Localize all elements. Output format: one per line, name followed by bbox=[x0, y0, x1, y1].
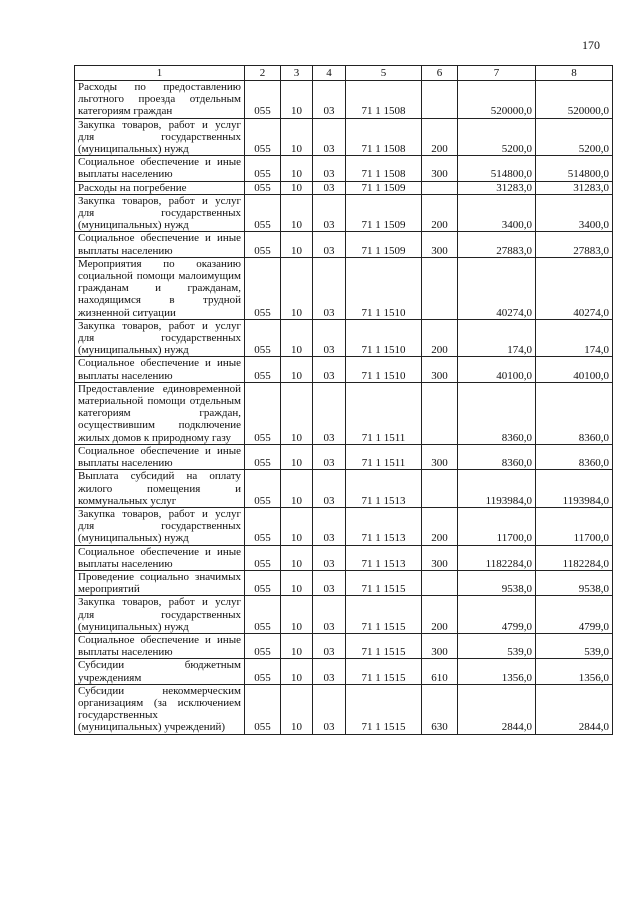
amount-col-8: 40100,0 bbox=[536, 357, 613, 382]
section-code: 10 bbox=[281, 194, 313, 232]
amount-col-8: 174,0 bbox=[536, 319, 613, 357]
row-description: Социальное обеспечение и иные выплаты населению bbox=[75, 545, 245, 570]
section-code: 10 bbox=[281, 444, 313, 469]
amount-col-7: 8360,0 bbox=[458, 444, 536, 469]
subsection-code: 03 bbox=[313, 684, 346, 734]
expense-type-code: 200 bbox=[422, 194, 458, 232]
amount-col-7: 9538,0 bbox=[458, 570, 536, 595]
amount-col-7: 1193984,0 bbox=[458, 470, 536, 508]
amount-col-8: 539,0 bbox=[536, 633, 613, 658]
section-code: 10 bbox=[281, 181, 313, 194]
amount-col-8: 9538,0 bbox=[536, 570, 613, 595]
section-code: 10 bbox=[281, 596, 313, 634]
admin-code: 055 bbox=[245, 684, 281, 734]
subsection-code: 03 bbox=[313, 319, 346, 357]
row-description: Выплата субсидий на оплату жилого помещения и коммунальных услуг bbox=[75, 470, 245, 508]
subsection-code: 03 bbox=[313, 596, 346, 634]
subsection-code: 03 bbox=[313, 659, 346, 684]
row-description: Социальное обеспечение и иные выплаты населению bbox=[75, 156, 245, 181]
amount-col-8: 520000,0 bbox=[536, 81, 613, 119]
row-description: Мероприятия по оказанию социальной помощи малоимущим гражданам и гражданам, находящимся в трудной жизненной ситуации bbox=[75, 257, 245, 319]
row-description: Социальное обеспечение и иные выплаты населению bbox=[75, 357, 245, 382]
target-article-code: 71 1 1509 bbox=[346, 181, 422, 194]
expense-type-code bbox=[422, 257, 458, 319]
expense-type-code: 630 bbox=[422, 684, 458, 734]
table-row bbox=[75, 319, 613, 357]
row-description: Социальное обеспечение и иные выплаты населению bbox=[75, 444, 245, 469]
section-code: 10 bbox=[281, 232, 313, 257]
row-description: Закупка товаров, работ и услуг для государственных (муниципальных) нужд bbox=[75, 596, 245, 634]
section-code: 10 bbox=[281, 545, 313, 570]
header-col-8: 8 bbox=[536, 66, 613, 81]
amount-col-8: 5200,0 bbox=[536, 118, 613, 156]
row-description: Субсидии бюджетным учреждениям bbox=[75, 659, 245, 684]
table-body bbox=[75, 81, 613, 735]
subsection-code: 03 bbox=[313, 444, 346, 469]
amount-col-7: 2844,0 bbox=[458, 684, 536, 734]
amount-col-8: 1193984,0 bbox=[536, 470, 613, 508]
amount-col-8: 8360,0 bbox=[536, 444, 613, 469]
section-code: 10 bbox=[281, 659, 313, 684]
header-col-4: 4 bbox=[313, 66, 346, 81]
amount-col-8: 27883,0 bbox=[536, 232, 613, 257]
admin-code: 055 bbox=[245, 181, 281, 194]
subsection-code: 03 bbox=[313, 633, 346, 658]
row-description: Закупка товаров, работ и услуг для государственных (муниципальных) нужд bbox=[75, 507, 245, 545]
expense-type-code: 200 bbox=[422, 319, 458, 357]
table-row bbox=[75, 684, 613, 734]
row-description: Закупка товаров, работ и услуг для государственных (муниципальных) нужд bbox=[75, 194, 245, 232]
amount-col-8: 1356,0 bbox=[536, 659, 613, 684]
row-description: Субсидии некоммерческим организациям (за исключением государственных (муниципальных) учреждений) bbox=[75, 684, 245, 734]
row-description: Социальное обеспечение и иные выплаты населению bbox=[75, 633, 245, 658]
amount-col-8: 514800,0 bbox=[536, 156, 613, 181]
amount-col-7: 31283,0 bbox=[458, 181, 536, 194]
table-row bbox=[75, 118, 613, 156]
admin-code: 055 bbox=[245, 659, 281, 684]
table-row bbox=[75, 444, 613, 469]
table-row bbox=[75, 156, 613, 181]
admin-code: 055 bbox=[245, 470, 281, 508]
amount-col-8: 3400,0 bbox=[536, 194, 613, 232]
row-description: Социальное обеспечение и иные выплаты населению bbox=[75, 232, 245, 257]
amount-col-8: 2844,0 bbox=[536, 684, 613, 734]
target-article-code: 71 1 1515 bbox=[346, 596, 422, 634]
amount-col-7: 40100,0 bbox=[458, 357, 536, 382]
admin-code: 055 bbox=[245, 232, 281, 257]
subsection-code: 03 bbox=[313, 81, 346, 119]
admin-code: 055 bbox=[245, 507, 281, 545]
admin-code: 055 bbox=[245, 81, 281, 119]
table-row bbox=[75, 232, 613, 257]
row-description: Проведение социально значимых мероприятий bbox=[75, 570, 245, 595]
amount-col-8: 4799,0 bbox=[536, 596, 613, 634]
expense-type-code bbox=[422, 470, 458, 508]
header-col-3: 3 bbox=[281, 66, 313, 81]
section-code: 10 bbox=[281, 319, 313, 357]
expense-type-code bbox=[422, 570, 458, 595]
target-article-code: 71 1 1510 bbox=[346, 357, 422, 382]
subsection-code: 03 bbox=[313, 507, 346, 545]
header-col-1: 1 bbox=[75, 66, 245, 81]
admin-code: 055 bbox=[245, 319, 281, 357]
table-row bbox=[75, 382, 613, 444]
subsection-code: 03 bbox=[313, 232, 346, 257]
target-article-code: 71 1 1508 bbox=[346, 118, 422, 156]
target-article-code: 71 1 1511 bbox=[346, 382, 422, 444]
table-row bbox=[75, 570, 613, 595]
target-article-code: 71 1 1509 bbox=[346, 232, 422, 257]
section-code: 10 bbox=[281, 507, 313, 545]
header-col-5: 5 bbox=[346, 66, 422, 81]
expense-type-code bbox=[422, 181, 458, 194]
target-article-code: 71 1 1515 bbox=[346, 684, 422, 734]
expense-type-code: 300 bbox=[422, 156, 458, 181]
admin-code: 055 bbox=[245, 633, 281, 658]
page-number: 170 bbox=[582, 38, 600, 52]
subsection-code: 03 bbox=[313, 545, 346, 570]
amount-col-7: 520000,0 bbox=[458, 81, 536, 119]
table-row bbox=[75, 257, 613, 319]
amount-col-7: 8360,0 bbox=[458, 382, 536, 444]
target-article-code: 71 1 1515 bbox=[346, 570, 422, 595]
admin-code: 055 bbox=[245, 596, 281, 634]
admin-code: 055 bbox=[245, 156, 281, 181]
target-article-code: 71 1 1515 bbox=[346, 659, 422, 684]
section-code: 10 bbox=[281, 470, 313, 508]
section-code: 10 bbox=[281, 357, 313, 382]
row-description: Закупка товаров, работ и услуг для государственных (муниципальных) нужд bbox=[75, 319, 245, 357]
table-header-row bbox=[75, 66, 613, 81]
amount-col-7: 5200,0 bbox=[458, 118, 536, 156]
amount-col-7: 4799,0 bbox=[458, 596, 536, 634]
expense-type-code: 610 bbox=[422, 659, 458, 684]
expense-type-code bbox=[422, 81, 458, 119]
row-description: Расходы по предоставлению льготного проезда отдельным категориям граждан bbox=[75, 81, 245, 119]
expense-type-code: 200 bbox=[422, 507, 458, 545]
subsection-code: 03 bbox=[313, 194, 346, 232]
subsection-code: 03 bbox=[313, 470, 346, 508]
admin-code: 055 bbox=[245, 570, 281, 595]
amount-col-8: 11700,0 bbox=[536, 507, 613, 545]
expense-type-code: 300 bbox=[422, 633, 458, 658]
row-description: Расходы на погребение bbox=[75, 181, 245, 194]
target-article-code: 71 1 1510 bbox=[346, 319, 422, 357]
table-row bbox=[75, 81, 613, 119]
admin-code: 055 bbox=[245, 257, 281, 319]
amount-col-7: 539,0 bbox=[458, 633, 536, 658]
header-col-7: 7 bbox=[458, 66, 536, 81]
table-row bbox=[75, 507, 613, 545]
admin-code: 055 bbox=[245, 444, 281, 469]
section-code: 10 bbox=[281, 81, 313, 119]
table-row bbox=[75, 181, 613, 194]
amount-col-8: 40274,0 bbox=[536, 257, 613, 319]
subsection-code: 03 bbox=[313, 156, 346, 181]
target-article-code: 71 1 1513 bbox=[346, 545, 422, 570]
subsection-code: 03 bbox=[313, 181, 346, 194]
amount-col-7: 1356,0 bbox=[458, 659, 536, 684]
subsection-code: 03 bbox=[313, 118, 346, 156]
expense-type-code bbox=[422, 382, 458, 444]
section-code: 10 bbox=[281, 118, 313, 156]
target-article-code: 71 1 1508 bbox=[346, 81, 422, 119]
subsection-code: 03 bbox=[313, 382, 346, 444]
section-code: 10 bbox=[281, 382, 313, 444]
target-article-code: 71 1 1513 bbox=[346, 470, 422, 508]
amount-col-7: 514800,0 bbox=[458, 156, 536, 181]
target-article-code: 71 1 1508 bbox=[346, 156, 422, 181]
target-article-code: 71 1 1510 bbox=[346, 257, 422, 319]
row-description: Закупка товаров, работ и услуг для государственных (муниципальных) нужд bbox=[75, 118, 245, 156]
budget-table bbox=[74, 65, 613, 735]
target-article-code: 71 1 1515 bbox=[346, 633, 422, 658]
table-row bbox=[75, 470, 613, 508]
expense-type-code: 300 bbox=[422, 545, 458, 570]
target-article-code: 71 1 1513 bbox=[346, 507, 422, 545]
admin-code: 055 bbox=[245, 357, 281, 382]
admin-code: 055 bbox=[245, 545, 281, 570]
amount-col-7: 174,0 bbox=[458, 319, 536, 357]
header-col-6: 6 bbox=[422, 66, 458, 81]
expense-type-code: 300 bbox=[422, 357, 458, 382]
row-description: Предоставление единовременной материальной помощи отдельным категориям граждан, осуществившим подключение жилых домов к природному газу bbox=[75, 382, 245, 444]
amount-col-7: 27883,0 bbox=[458, 232, 536, 257]
table-row bbox=[75, 633, 613, 658]
amount-col-7: 11700,0 bbox=[458, 507, 536, 545]
section-code: 10 bbox=[281, 684, 313, 734]
section-code: 10 bbox=[281, 257, 313, 319]
target-article-code: 71 1 1509 bbox=[346, 194, 422, 232]
section-code: 10 bbox=[281, 156, 313, 181]
amount-col-7: 1182284,0 bbox=[458, 545, 536, 570]
admin-code: 055 bbox=[245, 194, 281, 232]
subsection-code: 03 bbox=[313, 257, 346, 319]
expense-type-code: 200 bbox=[422, 596, 458, 634]
expense-type-code: 200 bbox=[422, 118, 458, 156]
section-code: 10 bbox=[281, 570, 313, 595]
expense-type-code: 300 bbox=[422, 444, 458, 469]
section-code: 10 bbox=[281, 633, 313, 658]
expense-type-code: 300 bbox=[422, 232, 458, 257]
table-row bbox=[75, 194, 613, 232]
table-row bbox=[75, 659, 613, 684]
amount-col-8: 31283,0 bbox=[536, 181, 613, 194]
amount-col-8: 8360,0 bbox=[536, 382, 613, 444]
subsection-code: 03 bbox=[313, 357, 346, 382]
header-col-2: 2 bbox=[245, 66, 281, 81]
target-article-code: 71 1 1511 bbox=[346, 444, 422, 469]
admin-code: 055 bbox=[245, 382, 281, 444]
table-row bbox=[75, 545, 613, 570]
table-row bbox=[75, 596, 613, 634]
subsection-code: 03 bbox=[313, 570, 346, 595]
admin-code: 055 bbox=[245, 118, 281, 156]
table-row bbox=[75, 357, 613, 382]
amount-col-7: 40274,0 bbox=[458, 257, 536, 319]
amount-col-8: 1182284,0 bbox=[536, 545, 613, 570]
amount-col-7: 3400,0 bbox=[458, 194, 536, 232]
